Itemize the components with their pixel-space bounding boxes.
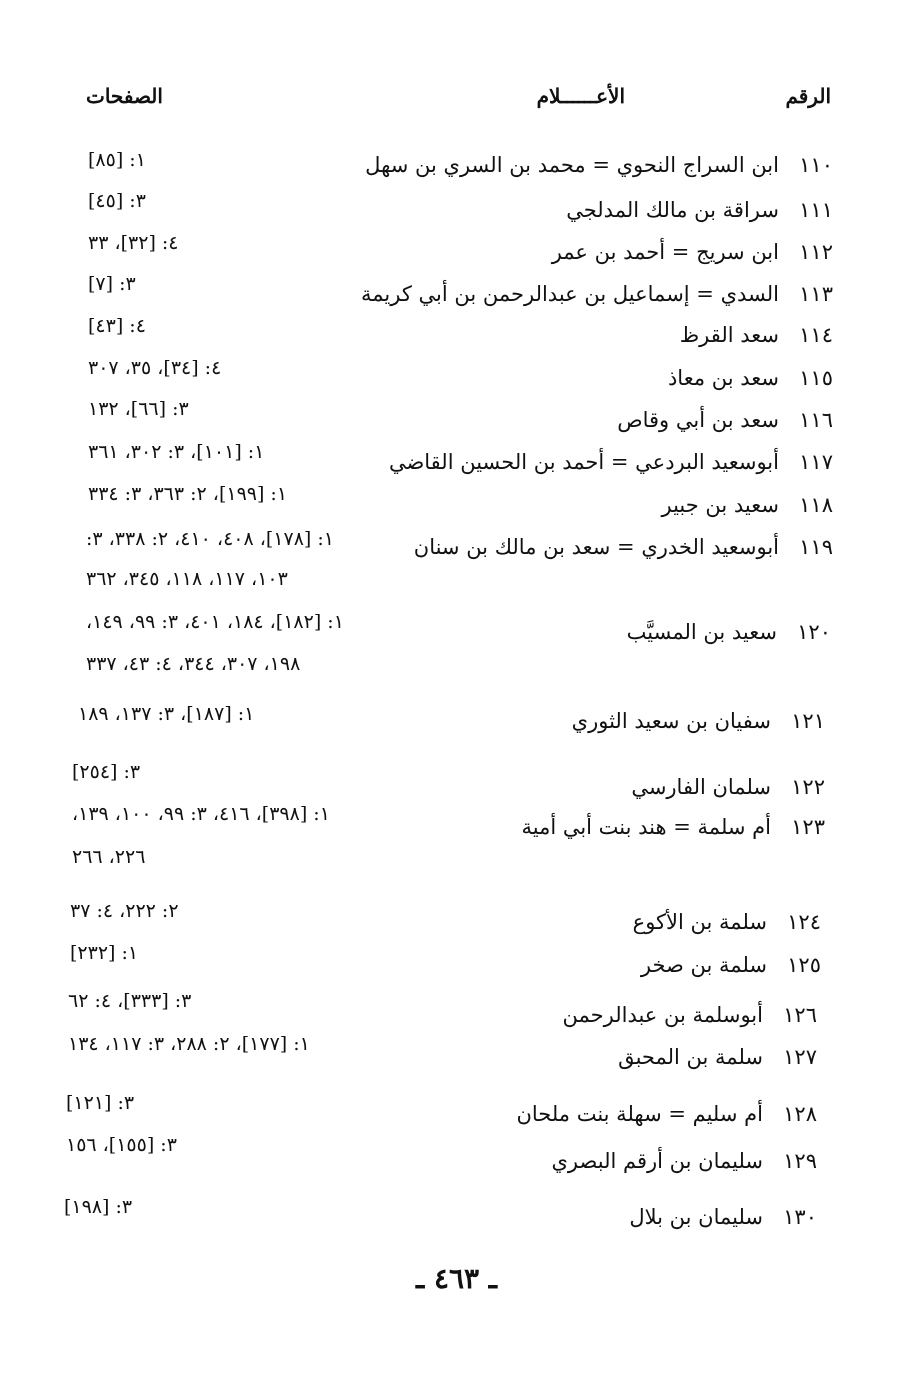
entry-name: سعد بن أبي وقاص [617,408,779,432]
page-refs: ٣: [١٢١] [66,1092,135,1114]
page-refs: ١: [١٨٧]، ٣: ١٣٧، ١٨٩ [78,703,255,725]
page-refs: ١: [٢٣٢] [70,942,139,964]
entry-row [566,193,833,227]
entry-row [414,530,833,564]
page-refs: ٤: [٣٢]، ٣٣ [88,232,179,254]
entry-number: ١٢٦ [783,1003,817,1027]
entry-name: سفيان بن سعيد الثوري [571,709,771,733]
entry-name: سلمة بن الأكوع [632,910,767,934]
page-refs: ١٠٣، ١١٧، ١١٨، ٣٤٥، ٣٦٢ [86,568,288,590]
entry-number: ١١٧ [799,450,833,474]
entry-row [389,445,833,479]
entry-name: أم سليم = سهلة بنت ملحان [516,1102,763,1126]
entry-number: ١٢٥ [787,953,821,977]
page-refs: ١: [٨٥] [88,149,146,171]
entry-name: سعيد بن المسيَّب [626,620,777,644]
entry-row [633,905,821,939]
entry-name: أبوسعيد البردعي = أحمد بن الحسين القاضي [388,450,779,474]
entry-number: ١٣٠ [783,1205,817,1229]
entry-name: سعد بن معاذ [667,366,779,390]
column-header-number: الرقم [785,84,831,108]
page-refs: ٣: [٣٣٣]، ٤: ٦٢ [68,990,192,1012]
entry-number: ١٢٣ [791,815,825,839]
entry-row [516,1097,817,1131]
page-refs: ٤: [٣٤]، ٣٥، ٣٠٧ [88,357,222,379]
entry-row [629,1200,817,1234]
entry-number: ١١٨ [799,493,833,517]
page-refs: ١: [١٠١]، ٣: ٣٠٢، ٣٦١ [88,441,265,463]
entry-name: ابن سريج = أحمد بن عمر [551,240,779,264]
page-refs: ١: [١٨٢]، ١٨٤، ٤٠١، ٣: ٩٩، ١٤٩، [86,611,344,633]
entry-number: ١١٦ [799,408,833,432]
page-number: ـ ٤٦٣ ـ [415,1262,498,1295]
entry-row [668,361,833,395]
entry-number: ١١٤ [799,323,833,347]
entry-row [361,277,833,311]
page-refs: ٢٢٦، ٢٦٦ [72,846,146,868]
entry-name: سلمان الفارسي [631,775,771,799]
entry-row [617,403,833,437]
page-refs: ١٩٨، ٣٠٧، ٣٤٤، ٤: ٤٣، ٣٣٧ [86,653,301,675]
page-refs: ٤: [٤٣] [88,315,146,337]
entry-row [572,704,825,738]
page-refs: ٣: [١٥٥]، ١٥٦ [66,1134,177,1156]
entry-number: ١٢٨ [783,1102,817,1126]
entry-row [552,235,833,269]
page-refs: ١: [١٧٨]، ٤٠٨، ٤١٠، ٢: ٣٣٨، ٣: [86,528,334,550]
entry-name: أبوسعيد الخدري = سعد بن مالك بن سنان [413,535,779,559]
entry-name: سراقة بن مالك المدلجي [566,198,779,222]
entry-number: ١١٥ [799,366,833,390]
entry-name: سلمة بن المحبق [618,1045,763,1069]
entry-number: ١١٢ [799,240,833,264]
entry-row [680,318,833,352]
entry-number: ١٢٠ [797,620,831,644]
entry-name: سعد القرظ [679,323,779,347]
entry-number: ١١٣ [799,282,833,306]
page-refs: ١: [١٩٩]، ٢: ٣٦٣، ٣: ٣٣٤ [88,483,288,505]
column-header-names: الأعــــــلام [536,84,625,108]
entry-row [552,1144,818,1178]
page-refs: ٢: ٢٢٢، ٤: ٣٧ [70,900,179,922]
entry-name: سليمان بن أرقم البصري [551,1149,763,1173]
entry-number: ١٢١ [791,709,825,733]
entry-name: ابن السراج النحوي = محمد بن السري بن سهل [365,153,779,177]
entry-number: ١٢٧ [783,1045,817,1069]
entry-name: السدي = إسماعيل بن عبدالرحمن بن أبي كريمة [361,282,779,306]
entry-name: أم سلمة = هند بنت أبي أمية [521,815,771,839]
page-refs: ١: [٣٩٨]، ٤١٦، ٣: ٩٩، ١٠٠، ١٣٩، [72,803,330,825]
page-refs: ٣: [٦٦]، ١٣٢ [88,398,189,420]
entry-number: ١١٩ [799,535,833,559]
entry-row [661,488,833,522]
entry-row [641,948,821,982]
page-refs: ٣: [٧] [88,273,136,295]
page-refs: ٣: [٤٥] [88,190,146,212]
entry-number: ١٢٩ [783,1149,817,1173]
entry-name: أبوسلمة بن عبدالرحمن [562,1003,763,1027]
entry-row [627,615,831,649]
page-refs: ٣: [٢٥٤] [72,761,141,783]
entry-number: ١١٠ [799,153,833,177]
entry-name: سليمان بن بلال [629,1205,763,1229]
entry-row [521,810,825,844]
entry-number: ١١١ [799,198,833,222]
column-header-pages: الصفحات [86,84,163,108]
entry-row [563,998,817,1032]
entry-row [618,1040,817,1074]
page-refs: ٣: [١٩٨] [64,1196,133,1218]
page-refs: ١: [١٧٧]، ٢: ٢٨٨، ٣: ١١٧، ١٣٤ [68,1033,310,1055]
entry-row [631,770,825,804]
entry-number: ١٢٤ [787,910,821,934]
entry-name: سلمة بن صخر [640,953,767,977]
entry-row [365,148,833,182]
entry-number: ١٢٢ [791,775,825,799]
entry-name: سعيد بن جبير [661,493,779,517]
